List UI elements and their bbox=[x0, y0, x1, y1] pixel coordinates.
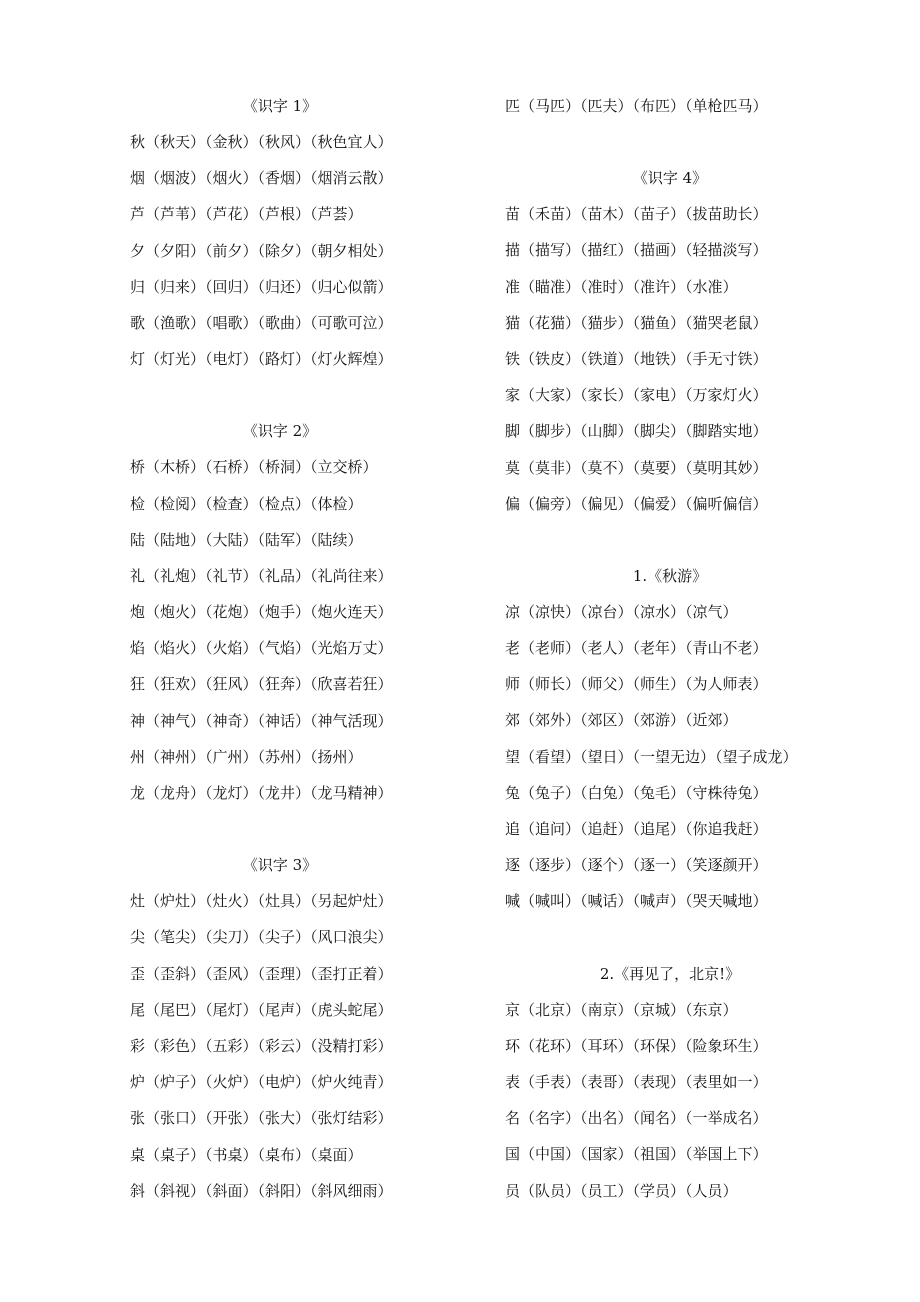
word-line: 龙（龙舟）（龙灯）（龙井）（龙马精神） bbox=[130, 784, 393, 802]
word-line: 国（中国）（国家）（祖国）（举国上下） bbox=[505, 1145, 768, 1164]
word-line: 喊（喊叫）（喊话）（喊声）（哭天喊地） bbox=[505, 892, 768, 911]
word-line: 追（追问）（追赶）（追尾）（你追我赶） bbox=[505, 820, 768, 838]
word-line: 环（花环）（耳环）（环保）（险象环生） bbox=[505, 1036, 768, 1055]
word-line: 彩（彩色）（五彩）（彩云）（没精打彩） bbox=[130, 1036, 393, 1055]
word-line: 凉（凉快）（凉台）（凉水）（凉气） bbox=[505, 602, 738, 621]
word-line: 夕（夕阳）（前夕）（除夕）（朝夕相处） bbox=[130, 241, 393, 260]
word-line: 斜（斜视）（斜面）（斜阳）（斜风细雨） bbox=[130, 1181, 393, 1200]
section-gap bbox=[505, 522, 835, 558]
word-line: 歌（渔歌）（唱歌）（歌曲）（可歌可泣） bbox=[130, 313, 393, 332]
section-title-shizi-3: 《识字 3》 bbox=[242, 856, 318, 875]
word-line: 尖（笔尖）（尖刀）（尖子）（风口浪尖） bbox=[130, 928, 393, 947]
word-line: 郊（郊外）（郊区）（郊游）（近郊） bbox=[505, 711, 738, 730]
word-line: 逐（逐步）（逐个）（逐一）（笑逐颜开） bbox=[505, 856, 768, 875]
word-line: 灶（炉灶）（灶火）（灶具）（另起炉灶） bbox=[130, 892, 393, 911]
section-gap bbox=[505, 124, 835, 160]
word-line: 礼（礼炮）（礼节）（礼品）（礼尚往来） bbox=[130, 566, 393, 585]
word-line: 偏（偏旁）（偏见）（偏爱）（偏听偏信） bbox=[505, 494, 768, 513]
section-title-shizi-4: 《识字 4》 bbox=[632, 169, 708, 188]
right-column bbox=[505, 88, 835, 1209]
section-gap bbox=[505, 920, 835, 956]
word-line: 尾（尾巴）（尾灯）（尾声）（虎头蛇尾） bbox=[130, 1000, 393, 1019]
word-line: 师（师长）（师父）（师生）（为人师表） bbox=[505, 675, 768, 694]
word-line: 名（名字）（出名）（闻名）（一举成名） bbox=[505, 1109, 768, 1128]
word-line: 员（队员）（员工）（学员）（人员） bbox=[505, 1181, 738, 1200]
word-line: 歪（歪斜）（歪风）（歪理）（歪打正着） bbox=[130, 964, 393, 983]
word-line: 匹（马匹）（匹夫）（布匹）（单枪匹马） bbox=[505, 97, 768, 115]
word-line: 表（手表）（表哥）（表现）（表里如一） bbox=[505, 1072, 768, 1091]
word-line: 神（神气）（神奇）（神话）（神气活现） bbox=[130, 711, 393, 730]
word-line: 老（老师）（老人）（老年）（青山不老） bbox=[505, 639, 768, 658]
word-line: 桥（木桥）（石桥）（桥洞）（立交桥） bbox=[130, 458, 378, 477]
word-line: 烟（烟波）（烟火）（香烟）（烟消云散） bbox=[130, 169, 393, 188]
left-column bbox=[130, 88, 430, 1209]
word-line: 张（张口）（开张）（张大）（张灯结彩） bbox=[130, 1109, 393, 1128]
word-line: 兔（兔子）（白兔）（兔毛）（守株待兔） bbox=[505, 783, 768, 802]
word-line: 秋（秋天）（金秋）（秋风）（秋色宜人） bbox=[130, 133, 393, 151]
word-line: 芦（芦苇）（芦花）（芦根）（芦荟） bbox=[130, 205, 363, 224]
word-line: 脚（脚步）（山脚）（脚尖）（脚踏实地） bbox=[505, 422, 768, 441]
word-line: 苗（禾苗）（苗木）（苗子）（拔苗助长） bbox=[505, 205, 768, 224]
section-title-lesson-1: 1.《秋游》 bbox=[632, 566, 708, 585]
section-title-shizi-1: 《识字 1》 bbox=[242, 97, 318, 115]
word-line: 检（检阅）（检查）（检点）（体检） bbox=[130, 494, 363, 513]
word-line: 狂（狂欢）（狂风）（狂奔）（欣喜若狂） bbox=[130, 675, 393, 694]
section-title-shizi-2: 《识字 2》 bbox=[242, 422, 318, 441]
word-line: 京（北京）（南京）（京城）（东京） bbox=[505, 1000, 738, 1019]
section-gap bbox=[130, 377, 430, 413]
section-title-lesson-2: 2.《再见了，北京!》 bbox=[599, 964, 741, 983]
word-line: 桌（桌子）（书桌）（桌布）（桌面） bbox=[130, 1145, 363, 1164]
word-line: 家（大家）（家长）（家电）（万家灯火） bbox=[505, 386, 768, 405]
word-line: 描（描写）（描红）（描画）（轻描淡写） bbox=[505, 241, 768, 260]
word-line: 灯（灯光）（电灯）（路灯）（灯火辉煌） bbox=[130, 350, 393, 369]
word-line: 焰（焰火）（火焰）（气焰）（光焰万丈） bbox=[130, 639, 393, 658]
word-line: 炮（炮火）（花炮）（炮手）（炮火连天） bbox=[130, 603, 393, 622]
word-line: 准（瞄准）（准时）（准许）（水准） bbox=[505, 277, 738, 296]
word-line: 陆（陆地）（大陆）（陆军）（陆续） bbox=[130, 530, 363, 549]
word-line: 铁（铁皮）（铁道）（地铁）（手无寸铁） bbox=[505, 349, 768, 368]
word-line: 莫（莫非）（莫不）（莫要）（莫明其妙） bbox=[505, 458, 768, 477]
word-line: 归（归来）（回归）（归还）（归心似箭） bbox=[130, 277, 393, 296]
word-line: 炉（炉子）（火炉）（电炉）（炉火纯青） bbox=[130, 1073, 393, 1092]
section-gap bbox=[130, 811, 430, 847]
word-line: 猫（花猫）（猫步）（猫鱼）（猫哭老鼠） bbox=[505, 313, 768, 332]
word-line: 州（神州）（广州）（苏州）（扬州） bbox=[130, 747, 363, 766]
word-line: 望（看望）（望日）（一望无边）（望子成龙） bbox=[505, 747, 798, 766]
